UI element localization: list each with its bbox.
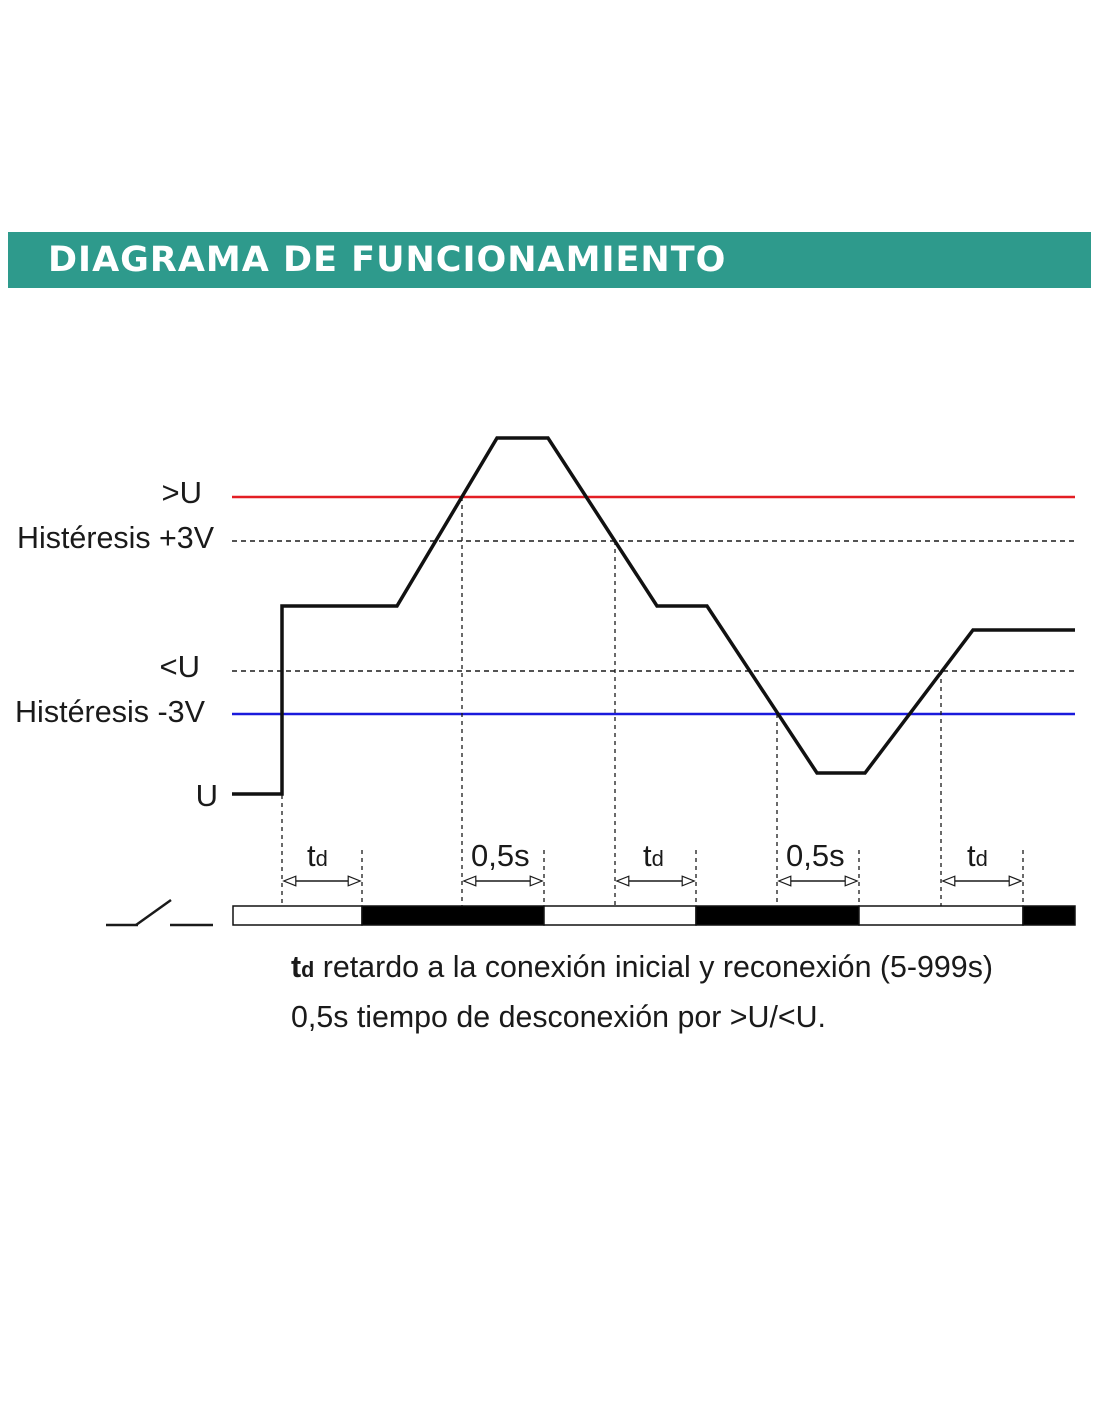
hysteresis-minus-label: Histéresis -3V (15, 694, 206, 729)
nominal-voltage-label: U (195, 778, 218, 813)
legend-line-1: td retardo a la conexión inicial y reconexión (5-999s) (291, 949, 1008, 984)
over-voltage-label: >U (161, 475, 202, 510)
legend-line-2: 0,5s tiempo de desconexión por >U/<U. (291, 999, 826, 1034)
interval-label-05s-2: 0,5s (786, 838, 845, 873)
interval-label-td-1: td (307, 838, 328, 873)
relay-state-segment (362, 906, 544, 925)
interval-label-td-3: td (967, 838, 988, 873)
relay-state-segment (233, 906, 362, 925)
under-voltage-label: <U (159, 649, 200, 684)
relay-state-segment (544, 906, 696, 925)
voltage-waveform (232, 438, 1075, 794)
page-title: DIAGRAMA DE FUNCIONAMIENTO (48, 240, 727, 280)
interval-label-td-2: td (643, 838, 664, 873)
interval-label-05s-1: 0,5s (471, 838, 530, 873)
relay-state-bar (233, 906, 1075, 925)
hysteresis-plus-label: Histéresis +3V (17, 520, 215, 555)
relay-contact-icon (106, 900, 213, 925)
relay-state-segment (696, 906, 859, 925)
relay-state-segment (859, 906, 1023, 925)
relay-state-segment (1023, 906, 1075, 925)
time-markers (282, 497, 1023, 906)
